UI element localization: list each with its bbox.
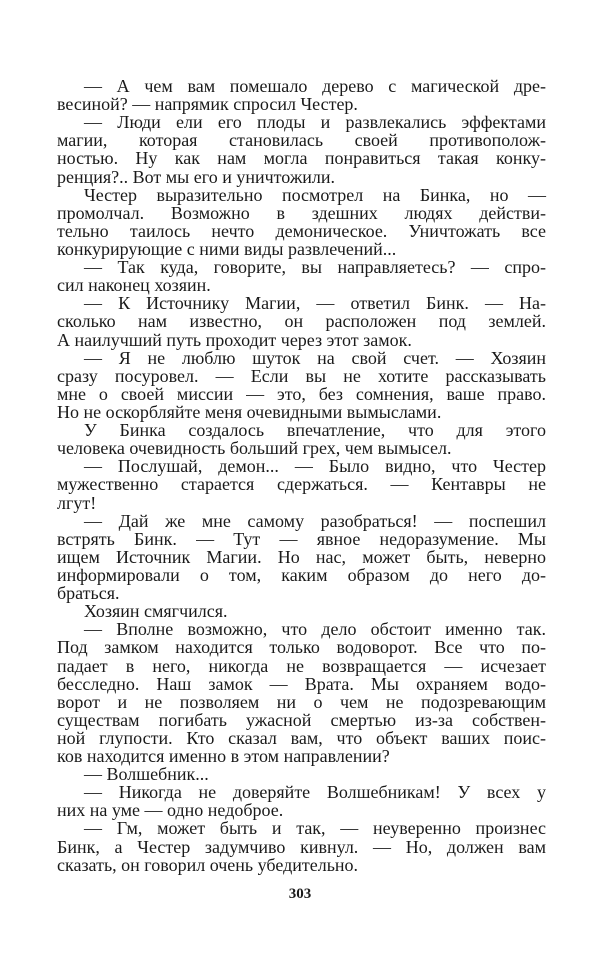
- text-line: сил наконец хозяин.: [57, 275, 211, 296]
- text-line: ищем Источник Магии. Но нас, может быть, неверно: [57, 546, 546, 567]
- text-line: — А чем вам помешало дерево с магической дре-: [84, 76, 546, 96]
- text-line: — Так куда, говорите, вы направляетесь? — спро-: [84, 257, 546, 278]
- text-line: ворот и не позволяем ни о чем не подозревающим: [57, 691, 546, 712]
- paragraph: [57, 294, 546, 348]
- text-line: Бинк, а Честер задумчиво кивнул. — Но, должен вам: [57, 836, 546, 857]
- text-line: встрять Бинк. — Тут — явное недоразумение. Мы: [57, 528, 546, 549]
- paragraph: [57, 113, 546, 185]
- book-page-text: [57, 77, 546, 874]
- text-line: — Послушай, демон... — Было видно, что Честер: [84, 456, 546, 477]
- text-line: — Гм, может быть и так, — неуверенно произнес: [84, 818, 546, 839]
- text-line: — Я не люблю шуток на свой счет. — Хозяин: [84, 347, 546, 368]
- text-line: существам погибать ужасной смертью из-за собствен-: [57, 709, 546, 730]
- paragraph: [57, 512, 546, 603]
- text-line: А наилучший путь проходит через этот замок.: [57, 329, 412, 350]
- paragraph: [57, 765, 546, 783]
- paragraph: [57, 620, 546, 765]
- text-line: — Никогда не доверяйте Волшебникам! У всех у: [84, 782, 546, 803]
- text-line: бесследно. Наш замок — Врата. Мы охраняем водо-: [57, 673, 546, 694]
- text-line: человека очевидность больший грех, чем вымысел.: [57, 438, 452, 459]
- text-line: ков находится именно в этом направлении?: [57, 746, 390, 767]
- text-line: лгут!: [57, 492, 97, 513]
- text-line: Под замком находится только водоворот. Все что по-: [57, 637, 546, 658]
- paragraph: [57, 186, 546, 258]
- paragraph: [57, 783, 546, 819]
- text-line: Честер выразительно посмотрел на Бинка, но —: [84, 184, 546, 205]
- text-line: У Бинка создалось впечатление, что для этого: [84, 420, 546, 441]
- text-line: — Волшебник...: [84, 764, 209, 785]
- text-line: информировали о том, каким образом до него до-: [57, 564, 546, 585]
- text-line: — Люди ели его плоды и развлекались эффектами: [84, 112, 546, 133]
- paragraph: [57, 819, 546, 873]
- paragraph: [57, 421, 546, 457]
- paragraph: [57, 349, 546, 421]
- text-line: сразу посуровел. — Если вы не хотите рассказывать: [57, 365, 546, 386]
- text-line: весиной? — напрямик спросил Честер.: [57, 94, 358, 115]
- text-line: тельно таилось нечто демоническое. Уничтожать все: [57, 220, 546, 241]
- text-line: ренция?.. Вот мы его и уничтожили.: [57, 166, 336, 187]
- paragraph: [57, 602, 546, 620]
- text-line: — Дай же мне самому разобраться! — поспешил: [84, 510, 546, 531]
- text-line: ной глупости. Кто сказал вам, что объект ваших поис-: [57, 727, 546, 748]
- text-line: сказать, он говорил очень убедительно.: [57, 854, 359, 875]
- text-line: сколько нам известно, он расположен под землей.: [57, 311, 546, 332]
- text-line: падает в него, никогда не возвращается — исчезает: [57, 655, 546, 676]
- text-line: Хозяин смягчился.: [84, 601, 228, 622]
- text-line: — Вполне возможно, что дело обстоит именно так.: [84, 619, 546, 640]
- text-line: мужественно старается сдержаться. — Кентавры не: [57, 474, 546, 495]
- page-number: 303: [288, 886, 312, 902]
- paragraph: [57, 457, 546, 511]
- text-line: мне о своей миссии — это, без сомнения, ваше право.: [57, 383, 546, 404]
- text-line: браться.: [57, 583, 120, 604]
- text-line: ностью. Ну как нам могла понравиться такая конку-: [57, 148, 546, 169]
- text-line: них на уме — одно недоброе.: [57, 800, 284, 821]
- text-line: Но не оскорбляйте меня очевидными вымыслами.: [57, 401, 442, 422]
- text-line: — К Источнику Магии, — ответил Бинк. — На-: [84, 293, 546, 314]
- paragraph: [57, 77, 546, 113]
- text-line: промолчал. Возможно в здешних людях действи-: [57, 202, 546, 223]
- paragraph: [57, 258, 546, 294]
- text-line: магии, которая становилась своей противополож-: [57, 130, 546, 151]
- text-line: конкурирующие с ними виды развлечений...: [57, 238, 397, 259]
